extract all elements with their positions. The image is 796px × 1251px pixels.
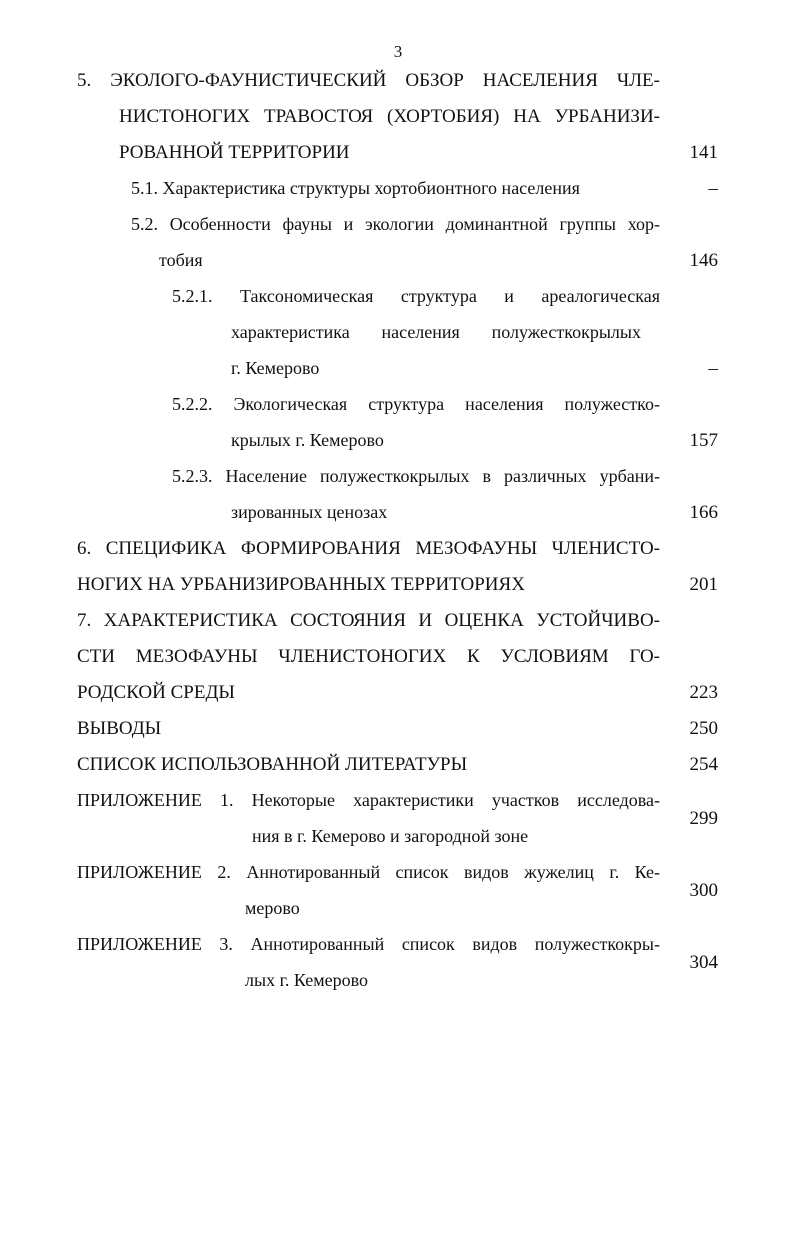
toc-page-5-2-2: 157 [689, 430, 718, 451]
toc-entry-appendix-2-line-2: мерово [245, 898, 300, 918]
toc-entry-5-2-1-end [0, 358, 796, 394]
toc-entry-appendix-1 [0, 790, 796, 862]
toc-entry-6-line-2: НОГИХ НА УРБАНИЗИРОВАННЫХ ТЕРРИТОРИЯХ [77, 574, 525, 595]
toc-entry-6-end [0, 574, 796, 610]
toc-entry-6-line-1: 6. СПЕЦИФИКА ФОРМИРОВАНИЯ МЕЗОФАУНЫ ЧЛЕНИСТО- [77, 538, 660, 559]
toc-entry-references [0, 754, 796, 790]
toc-entry-7-cont [0, 646, 796, 682]
toc-entry-5-2-3-end [0, 502, 796, 538]
toc-entry-7-line-3: РОДСКОЙ СРЕДЫ [77, 682, 235, 703]
toc-page-references: 254 [689, 754, 718, 775]
toc-entry-5-2-end [0, 250, 796, 286]
toc-entry-7-end [0, 682, 796, 718]
toc-entry-5-2-3 [0, 466, 796, 502]
toc-entry-5-end [0, 142, 796, 178]
toc-entry-appendix-3-line-2: лых г. Кемерово [245, 970, 368, 990]
toc-entry-appendix-3-line-1: ПРИЛОЖЕНИЕ 3. Аннотированный список видов полужесткокры- [77, 934, 660, 954]
toc-entry-7 [0, 610, 796, 646]
toc-entry-conclusions [0, 718, 796, 754]
toc-page-conclusions: 250 [689, 718, 718, 739]
toc-page-7: 223 [689, 682, 718, 703]
toc-entry-5 [0, 70, 796, 106]
toc-entry-appendix-3 [0, 934, 796, 1006]
toc-entry-5-line-3: РОВАННОЙ ТЕРРИТОРИИ [119, 142, 350, 163]
toc-entry-5-2-2 [0, 394, 796, 430]
toc-page-6: 201 [689, 574, 718, 595]
toc-entry-5-2-1-line-1: 5.2.1. Таксономическая структура и ареалогическая [172, 286, 660, 306]
toc-page-appendix-1: 299 [689, 808, 718, 829]
toc-entry-5-2-line-2: тобия [159, 250, 203, 270]
toc-entry-5-line-2: НИСТОНОГИХ ТРАВОСТОЯ (ХОРТОБИЯ) НА УРБАНИЗИ- [119, 106, 660, 127]
toc-entry-5-2-2-line-1: 5.2.2. Экологическая структура населения полужестко- [172, 394, 660, 414]
toc-entry-5-2-1-cont [0, 322, 796, 358]
toc-page-5-2: 146 [689, 250, 718, 271]
toc-page-5-2-1: – [708, 358, 718, 379]
toc-entry-appendix-2 [0, 862, 796, 934]
toc-entry-5-line-1: 5. ЭКОЛОГО-ФАУНИСТИЧЕСКИЙ ОБЗОР НАСЕЛЕНИЯ ЧЛЕ- [77, 70, 660, 91]
table-of-contents [0, 70, 796, 1006]
toc-entry-5-cont [0, 106, 796, 142]
toc-entry-5-2-2-line-2: крылых г. Кемерово [231, 430, 384, 450]
toc-entry-appendix-2-line-1: ПРИЛОЖЕНИЕ 2. Аннотированный список видов жужелиц г. Ке- [77, 862, 660, 882]
toc-page-5: 141 [689, 142, 718, 163]
toc-entry-appendix-1-line-1: ПРИЛОЖЕНИЕ 1. Некоторые характеристики участков исследова- [77, 790, 660, 810]
toc-entry-5-2-2-end [0, 430, 796, 466]
toc-page-5-1: – [708, 178, 718, 199]
toc-entry-6 [0, 538, 796, 574]
toc-entry-5-2-1 [0, 286, 796, 322]
toc-page-appendix-2: 300 [689, 880, 718, 901]
toc-entry-conclusions-label: ВЫВОДЫ [77, 718, 162, 739]
toc-entry-5-2-1-line-3: г. Кемерово [231, 358, 320, 378]
toc-entry-5-2-3-line-2: зированных ценозах [231, 502, 388, 522]
toc-page-appendix-3: 304 [689, 952, 718, 973]
toc-entry-5-2 [0, 214, 796, 250]
toc-entry-appendix-1-line-2: ния в г. Кемерово и загородной зоне [252, 826, 529, 846]
toc-entry-7-line-1: 7. ХАРАКТЕРИСТИКА СОСТОЯНИЯ И ОЦЕНКА УСТОЙЧИВО- [77, 610, 660, 631]
toc-page-5-2-3: 166 [689, 502, 718, 523]
toc-entry-5-2-3-line-1: 5.2.3. Население полужесткокрылых в различных урбани- [172, 466, 660, 486]
toc-entry-5-2-1-line-2: характеристика населения полужесткокрылых [231, 322, 641, 342]
toc-entry-5-1 [0, 178, 796, 214]
toc-entry-5-2-line-1: 5.2. Особенности фауны и экологии доминантной группы хор- [131, 214, 660, 234]
toc-entry-7-line-2: СТИ МЕЗОФАУНЫ ЧЛЕНИСТОНОГИХ К УСЛОВИЯМ ГО- [77, 646, 660, 667]
toc-entry-5-1-line-1: 5.1. Характеристика структуры хортобионтного населения [131, 178, 580, 198]
page-number: 3 [393, 42, 403, 61]
toc-entry-references-label: СПИСОК ИСПОЛЬЗОВАННОЙ ЛИТЕРАТУРЫ [77, 754, 468, 775]
